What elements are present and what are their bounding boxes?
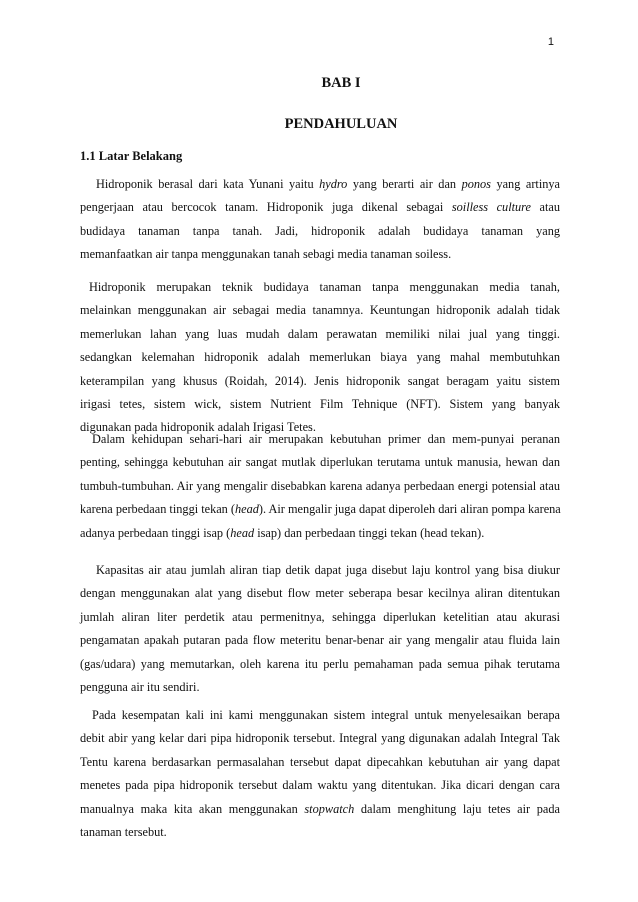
chapter-heading: BAB I	[321, 75, 361, 91]
paragraph-line: Tentu karena berdasarkan permasalahan tersebut dapat dipecahkan kebutuhan air yang dapat	[80, 754, 560, 769]
paragraph-line: (gas/udara) yang memutarkan, oleh karena itu perlu pemahaman pada semua pihak terutama	[80, 656, 560, 671]
paragraph-line: sedangkan kelemahan hidroponik adalah memerlukan biaya yang mahal membutuhkan	[80, 350, 560, 365]
paragraph-line: keterampilan yang khusus (Roidah, 2014). Jenis hidroponik sangat beragam yaitu sistem	[80, 373, 560, 388]
paragraph-line: tumbuh-tumbuhan. Air yang mengalir disebabkan karena adanya perbedaan energi potensial atau	[80, 478, 560, 493]
paragraph-line: Hidroponik merupakan teknik budidaya tanaman tanpa menggunakan media tanah,	[89, 280, 560, 294]
paragraph-line: melainkan menggunakan air sebagai media tanamnya. Keuntungan hidroponik adalah tidak	[80, 303, 560, 318]
paragraph-line: pengerjaan atau bercocok tanam. Hidroponik juga dikenal sebagai soilless culture atau	[80, 200, 560, 215]
paragraph-line: karena perbedaan tinggi tekan (head). Air mengalir juga dapat diperoleh dari aliran pompa karena	[80, 502, 561, 517]
chapter-title: PENDAHULUAN	[284, 116, 398, 132]
paragraph-line: digunakan pada hidroponik adalah Irigasi Tetes.	[80, 420, 316, 435]
paragraph-line: Hidroponik berasal dari kata Yunani yaitu hydro yang berarti air dan ponos yang artinya	[96, 177, 560, 191]
paragraph-line: memerlukan lahan yang luas mudah dalam perawatan memiliki nilai jual yang tinggi.	[80, 326, 560, 341]
paragraph-3	[80, 428, 560, 545]
paragraph-line: debit abir yang kelar dari pipa hidroponik tersebut. Integral yang digunakan adalah Integral Tak	[80, 731, 560, 746]
paragraph-line: Pada kesempatan kali ini kami menggunakan sistem integral untuk menyelesaikan berapa	[92, 708, 560, 722]
paragraph-1	[80, 173, 560, 267]
paragraph-line: jumlah aliran liter perdetik atau permenitnya, sehingga diperlukan ketelitian atau akurasi	[80, 609, 560, 624]
paragraph-line: dengan menggunakan alat yang disebut flow meter seberapa besar kecilnya aliran ditentukan	[80, 586, 560, 601]
paragraph-line: Dalam kehidupan sehari-hari air merupakan kebutuhan primer dan mem-punyai peranan	[92, 432, 560, 446]
paragraph-line: memanfaatkan air tanpa menggunakan tanah sebagi media tanaman soiless.	[80, 247, 452, 262]
section-title: 1.1 Latar Belakang	[80, 149, 183, 163]
paragraph-4	[80, 559, 560, 699]
paragraph-5	[80, 704, 560, 844]
paragraph-line: penting, sehingga kebutuhan air sangat mutlak diperlukan terutama untuk manusia, hewan dan	[80, 455, 560, 470]
paragraph-line: manualnya maka kita akan menggunakan stopwatch dalam menghitung laju tetes air pada	[80, 801, 560, 816]
page-number: 1	[547, 36, 554, 48]
paragraph-line: budidaya tanaman tanpa tanah. Jadi, hidroponik adalah budidaya tanaman yang	[80, 223, 560, 238]
paragraph-line: irigasi tetes, sistem wick, sistem Nutrient Film Tehnique (NFT). Sistem yang banyak	[80, 397, 560, 412]
paragraph-line: pengamatan apakah putaran pada flow meteritu benar-benar air yang mengalir atau fluida lain	[80, 633, 560, 648]
paragraph-2	[80, 276, 560, 440]
paragraph-line: Kapasitas air atau jumlah aliran tiap detik dapat juga disebut laju kontrol yang bisa diukur	[96, 563, 560, 577]
paragraph-line: pengguna air itu sendiri.	[80, 680, 200, 695]
paragraph-line: adanya perbedaan tinggi isap (head isap) dan perbedaan tinggi tekan (head tekan).	[80, 525, 485, 540]
paragraph-line: tanaman tersebut.	[80, 825, 167, 840]
paragraph-line: menetes pada pipa hidroponik tersebut dalam waktu yang ditentukan. Jika dicari dengan cara	[80, 778, 560, 793]
